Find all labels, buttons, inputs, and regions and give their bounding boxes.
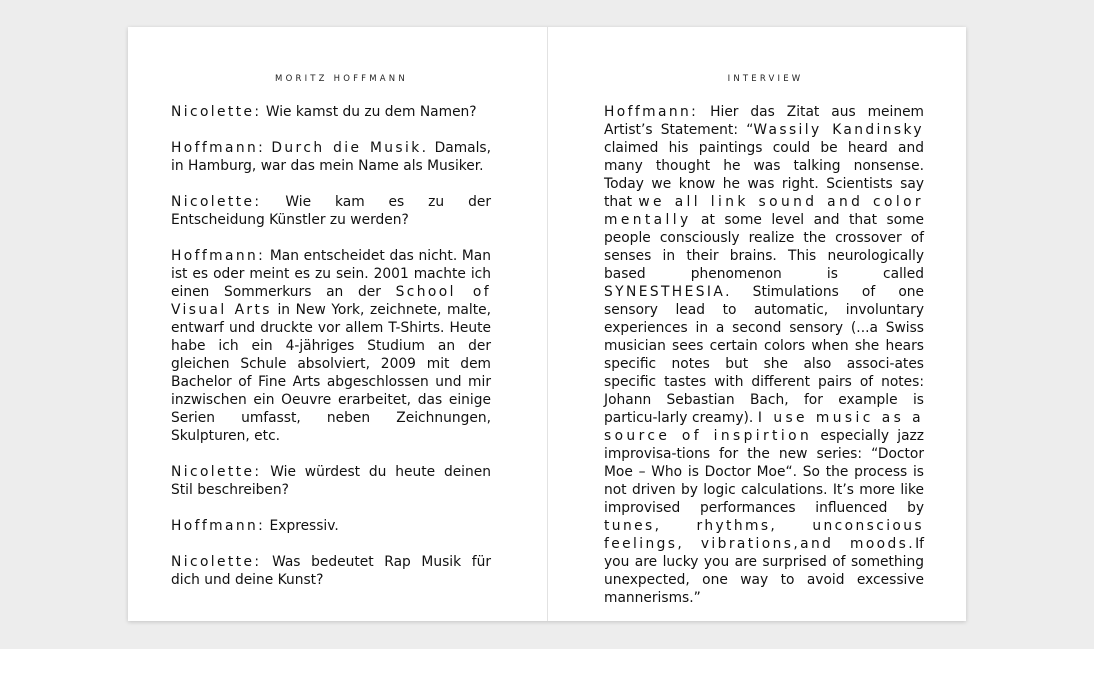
speaker-label: Nicolette: [171,104,262,120]
emphasized-text: I use music as a source of inspirtion [604,410,925,444]
paragraph-text: If you are lucky you are surprised of something unexpected, one way to avoid excessive mannerisms.” [604,536,924,606]
interview-paragraph [171,463,491,499]
speaker-label: Hoffmann: [604,104,699,120]
emphasized-text: School of Visual Arts [171,284,491,318]
emphasized-text: Durch die Musik. [271,140,429,156]
speaker-label: Hoffmann: [171,248,266,264]
speaker-label: Nicolette: [171,554,262,570]
speaker-label: Hoffmann: [171,518,266,534]
paragraph-text: in New York, zeichnete, malte, entwarf und druckte vor allem T-Shirts. Heute habe ich ein 4-jähriges Studium an der gleichen Schule absolviert, 2009 mit dem Bachelor of Fine Arts abgeschlossen und mir inzwischen ein Oeuvre erarbeitet, das einige Serien umfasst, neben Zeichnungen, Skulpturen, etc. [171,302,491,444]
interview-paragraph [171,193,491,229]
left-page [128,27,547,621]
right-page [548,27,967,621]
interview-paragraph [171,553,491,589]
paragraph-text: Man entscheidet das nicht. Man ist es oder meint es zu sein. 2001 machte ich einen Sommerkurs an der [171,248,491,300]
book-spread [128,27,966,621]
emphasized-text: SYNESTHESIA [604,284,726,300]
paragraph-text: Wie kam es zu der Entscheidung Künstler zu werden? [171,194,491,228]
paragraph-text: Damals, in Hamburg, war das mein Name als Musiker. [171,140,491,174]
speaker-label: Nicolette: [171,464,262,480]
speaker-label: Nicolette: [171,194,262,210]
paragraph-text: Was bedeutet Rap Musik für dich und deine Kunst? [171,554,491,588]
right-page-text [604,103,924,625]
running-head-left: MORITZ HOFFMANN [275,74,408,84]
paragraph-text: Hier das Zitat aus meinem Artist’s Statement: “ [604,104,924,138]
interview-paragraph [171,139,491,175]
paragraph-text: at some level and that some people consciously realize the crossover of senses in their brains. This neurologically based phenomenon is called [604,212,924,282]
interview-paragraph [171,103,491,121]
paragraph-text: . Stimulations of one sensory lead to automatic, involuntary experiences in a second sensory (...a Swiss musician sees certain colors when she hears specific notes but she also associ-ates specific tastes with different pairs of notes: Johann Sebastian Bach, for example is particu-larly creamy). [604,284,924,426]
interview-paragraph [171,247,491,445]
paragraph-text: claimed his paintings could be heard and many thought he was talking nonsense. Today we know he was right. Scientists say that [604,140,924,210]
interview-paragraph [171,517,491,535]
emphasized-text: Wassily Kandinsky [753,122,924,138]
emphasized-text: tunes, rhythms, unconscious feelings, vibrations,and moods. [604,518,924,552]
paragraph-text: especially jazz improvisa-tions for the new series: “Doctor Moe – Who is Doctor Moe“. So the process is not driven by logic calculations. It’s more like improvised performances influenced by [604,428,925,516]
paragraph-text: Expressiv. [265,518,339,534]
running-head-right: INTERVIEW [727,74,804,84]
left-page-text [171,103,491,607]
paragraph-text: Wie würdest du heute deinen Stil beschreiben? [171,464,491,498]
emphasized-text: we all link sound and color mentally [604,194,925,228]
interview-paragraph [604,103,924,607]
speaker-label: Hoffmann: [171,140,266,156]
paragraph-text: Wie kamst du zu dem Namen? [261,104,477,120]
